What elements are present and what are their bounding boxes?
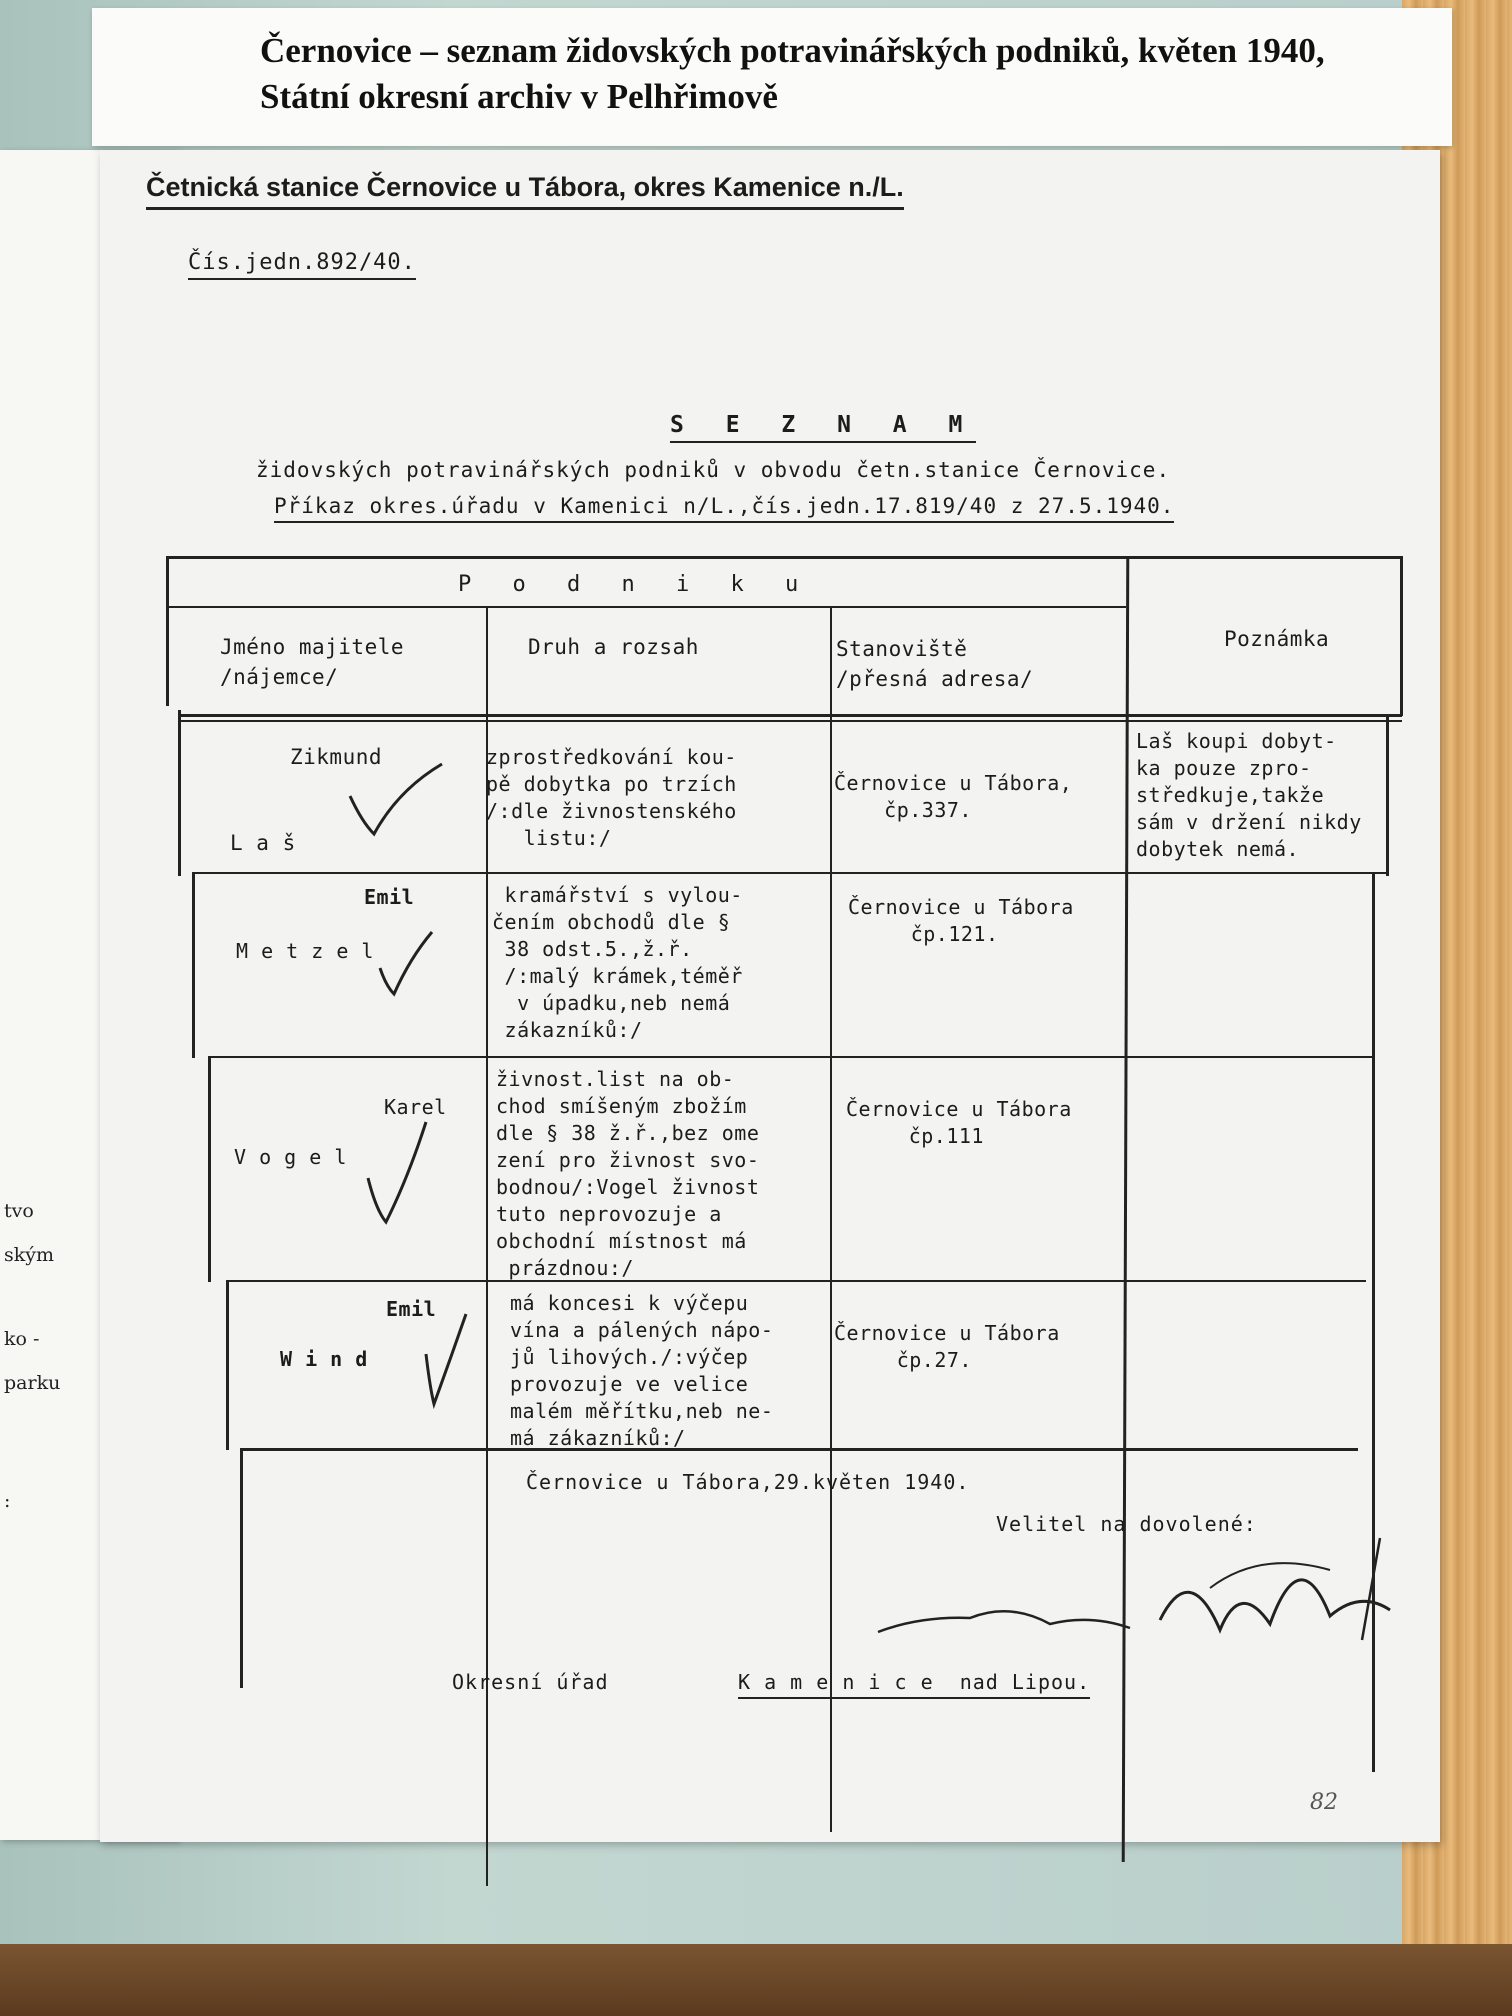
owner-surname: W i n d <box>280 1347 368 1371</box>
adjacent-text-fragment: parku <box>4 1372 61 1394</box>
owner-surname: L a š <box>230 831 296 855</box>
table-line <box>178 714 1402 717</box>
table-row-divider <box>208 1056 1374 1058</box>
archival-document <box>100 150 1440 1842</box>
handwritten-signature <box>860 1520 1420 1670</box>
owner-first-name: Karel <box>384 1095 447 1119</box>
list-subheading: židovských potravinářských podniků v obvodu četn.stanice Černovice. <box>256 458 1171 482</box>
wooden-frame-bottom <box>0 1944 1512 2016</box>
addressee-place: K a m e n i c e nad Lipou. <box>738 1670 1090 1699</box>
page-number: 82 <box>1310 1790 1338 1815</box>
check-mark-icon <box>346 762 446 842</box>
table-group-header: P o d n i k u <box>458 572 813 597</box>
owner-first-name: Emil <box>386 1297 437 1321</box>
adjacent-text-fragment: tvo <box>4 1200 34 1222</box>
table-border-right <box>1400 556 1403 716</box>
owner-surname: M e t z e l <box>236 939 374 963</box>
check-mark-icon <box>422 1310 472 1410</box>
addressee-label: Okresní úřad <box>452 1670 609 1694</box>
check-mark-icon <box>364 1118 434 1228</box>
check-mark-icon <box>376 928 436 998</box>
station-header: Četnická stanice Černovice u Tábora, okres Kamenice n./L. <box>146 172 904 210</box>
column-header-note: Poznámka <box>1224 627 1330 651</box>
table-border-left <box>226 1280 229 1450</box>
table-line <box>180 720 1402 722</box>
adjacent-text-fragment: ko - <box>4 1328 40 1350</box>
table-border-left <box>208 1056 211 1282</box>
business-kind: má koncesi k výčepu vína a pálených nápo- jů lihových./:výčep provozuje ve velice malém měřítku,neb ne- má zákazníků:/ <box>510 1291 774 1450</box>
table-line <box>166 606 1126 608</box>
business-kind: zprostředkování kou- pě dobytka po trzích /:dle živnostenského listu:/ <box>486 745 737 850</box>
list-heading: S E Z N A M <box>670 412 976 443</box>
owner-first-name: Zikmund <box>290 745 383 769</box>
column-divider <box>830 606 832 1832</box>
business-kind: kramářství s vylou- čením obchodů dle § 38 odst.5.,ž.ř. /:malý krámek,téměř v úpadku,neb nemá zákazníků:/ <box>492 883 743 1042</box>
business-address: Černovice u Tábora čp.111 <box>846 1097 1072 1148</box>
table-border-left <box>192 872 195 1058</box>
business-address: Černovice u Tábora, čp.337. <box>834 771 1073 822</box>
business-note: Laš koupi dobyt- ka pouze zpro- středkuje,takže sám v držení nikdy dobytek nemá. <box>1136 729 1362 861</box>
place-and-date: Černovice u Tábora,29.květen 1940. <box>526 1470 970 1494</box>
table-border-left <box>240 1448 243 1688</box>
caption-title: Černovice – seznam židovských potravinářských podniků, květen 1940, Státní okresní archiv v Pelhřimově <box>260 31 1325 116</box>
business-address: Černovice u Tábora čp.27. <box>834 1321 1060 1372</box>
reference-number: Čís.jedn.892/40. <box>188 250 416 280</box>
adjacent-text-fragment: ským <box>4 1244 55 1266</box>
owner-first-name: Emil <box>364 885 415 909</box>
table-row-divider <box>240 1448 1358 1451</box>
business-address: Černovice u Tábora čp.121. <box>848 895 1074 946</box>
table-row-divider <box>226 1280 1366 1282</box>
commander-label: Velitel na dovolené: <box>996 1512 1257 1536</box>
order-reference: Příkaz okres.úřadu v Kamenici n/L.,čís.jedn.17.819/40 z 27.5.1940. <box>274 494 1174 523</box>
owner-surname: V o g e l <box>234 1145 347 1169</box>
column-header-owner: Jméno majitele /nájemce/ <box>220 635 405 689</box>
business-kind: živnost.list na ob- chod smíšeným zbožím dle § 38 ž.ř.,bez ome zení pro živnost svo- bodnou/:Vogel živnost tuto neprovozuje a obchodní místnost má prázdnou:/ <box>496 1067 760 1280</box>
table-border-right <box>1386 716 1389 876</box>
column-header-kind: Druh a rozsah <box>528 635 699 659</box>
table-border-left <box>178 710 181 876</box>
adjacent-text-fragment: : <box>4 1490 11 1512</box>
table-border-left <box>166 556 169 706</box>
table-border-top <box>166 556 1402 559</box>
column-header-address: Stanoviště /přesná adresa/ <box>836 637 1034 691</box>
caption-card <box>92 8 1452 146</box>
table-row-divider <box>192 872 1386 874</box>
